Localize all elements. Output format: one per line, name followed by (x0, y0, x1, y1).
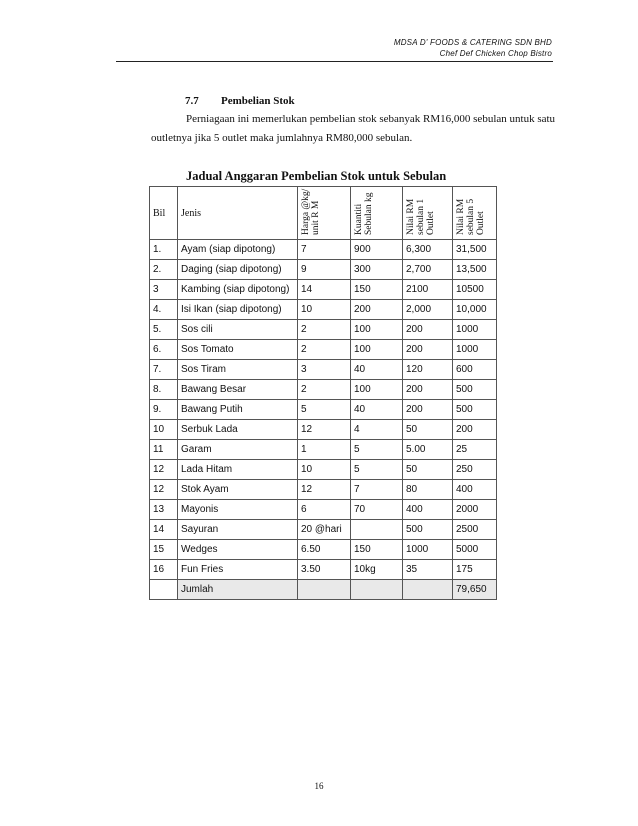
cell-bil: 6. (150, 340, 178, 360)
table-row (150, 240, 497, 260)
cell-jenis: Stok Ayam (178, 480, 298, 500)
cell-nilai5: 31,500 (453, 240, 497, 260)
cell-nilai1: 1000 (403, 540, 453, 560)
cell-nilai5: 500 (453, 380, 497, 400)
cell-jenis: Bawang Putih (178, 400, 298, 420)
table-row (150, 420, 497, 440)
header-company: MDSA D' FOODS & CATERING SDN BHD (393, 38, 552, 47)
cell-bil: 3 (150, 280, 178, 300)
total-kuantiti-cell (351, 580, 403, 600)
cell-jenis: Sos Tiram (178, 360, 298, 380)
cell-harga: 12 (298, 420, 351, 440)
cell-harga: 9 (298, 260, 351, 280)
cell-bil: 14 (150, 520, 178, 540)
cell-bil: 11 (150, 440, 178, 460)
header-nilai-1-outlet: Nilai RM sebulan 1 Outlet (406, 198, 436, 235)
cell-nilai1: 35 (403, 560, 453, 580)
cell-jenis: Serbuk Lada (178, 420, 298, 440)
cell-kuantiti: 150 (351, 280, 403, 300)
cell-jenis: Ayam (siap dipotong) (178, 240, 298, 260)
cell-kuantiti: 40 (351, 400, 403, 420)
table-row (150, 280, 497, 300)
cell-kuantiti: 300 (351, 260, 403, 280)
cell-jenis: Fun Fries (178, 560, 298, 580)
cell-nilai1: 200 (403, 400, 453, 420)
cell-nilai5: 250 (453, 460, 497, 480)
cell-bil: 5. (150, 320, 178, 340)
total-bil-cell (150, 580, 178, 600)
cell-bil: 9. (150, 400, 178, 420)
cell-nilai1: 500 (403, 520, 453, 540)
total-harga-cell (298, 580, 351, 600)
cell-jenis: Kambing (siap dipotong) (178, 280, 298, 300)
cell-harga: 3.50 (298, 560, 351, 580)
cell-nilai1: 80 (403, 480, 453, 500)
cell-jenis: Bawang Besar (178, 380, 298, 400)
cell-nilai5: 25 (453, 440, 497, 460)
header-kuantiti-cell (351, 187, 403, 240)
cell-bil: 12 (150, 480, 178, 500)
cell-harga: 14 (298, 280, 351, 300)
table-row (150, 320, 497, 340)
cell-harga: 12 (298, 480, 351, 500)
cell-nilai5: 2500 (453, 520, 497, 540)
table-title: Jadual Anggaran Pembelian Stok untuk Sebulan (186, 169, 447, 183)
cell-kuantiti: 100 (351, 320, 403, 340)
header-bil: Bil (150, 187, 178, 240)
cell-kuantiti: 4 (351, 420, 403, 440)
table-row (150, 520, 497, 540)
total-label: Jumlah (178, 580, 298, 600)
table-row (150, 500, 497, 520)
cell-bil: 2. (150, 260, 178, 280)
cell-nilai1: 200 (403, 320, 453, 340)
table-row (150, 400, 497, 420)
section-title: Pembelian Stok (221, 95, 295, 107)
cell-jenis: Sos cili (178, 320, 298, 340)
header-brand: Chef Def Chicken Chop Bistro (439, 49, 552, 58)
cell-nilai5: 600 (453, 360, 497, 380)
cell-jenis: Sos Tomato (178, 340, 298, 360)
cell-kuantiti: 150 (351, 540, 403, 560)
cell-harga: 2 (298, 320, 351, 340)
cell-bil: 7. (150, 360, 178, 380)
cell-kuantiti: 200 (351, 300, 403, 320)
cell-jenis: Wedges (178, 540, 298, 560)
table-row (150, 380, 497, 400)
cell-harga: 10 (298, 300, 351, 320)
cell-jenis: Isi Ikan (siap dipotong) (178, 300, 298, 320)
cell-harga: 2 (298, 340, 351, 360)
cell-nilai5: 500 (453, 400, 497, 420)
cell-kuantiti: 900 (351, 240, 403, 260)
cell-bil: 10 (150, 420, 178, 440)
cell-nilai5: 200 (453, 420, 497, 440)
table-row (150, 260, 497, 280)
cell-nilai1: 200 (403, 340, 453, 360)
table-row (150, 300, 497, 320)
stock-table (149, 186, 497, 600)
cell-harga: 20 @hari (298, 520, 351, 540)
cell-kuantiti: 7 (351, 480, 403, 500)
table-row (150, 480, 497, 500)
cell-nilai5: 13,500 (453, 260, 497, 280)
cell-harga: 2 (298, 380, 351, 400)
cell-nilai5: 400 (453, 480, 497, 500)
cell-jenis: Daging (siap dipotong) (178, 260, 298, 280)
header-harga: Harga @kg/ unit R M (301, 188, 321, 235)
cell-harga: 10 (298, 460, 351, 480)
header-nilai-5-outlet: Nilai RM sebulan 5 Outlet (456, 198, 486, 235)
cell-harga: 6 (298, 500, 351, 520)
cell-nilai1: 50 (403, 460, 453, 480)
cell-nilai1: 120 (403, 360, 453, 380)
cell-bil: 13 (150, 500, 178, 520)
cell-harga: 7 (298, 240, 351, 260)
cell-jenis: Mayonis (178, 500, 298, 520)
cell-nilai5: 10500 (453, 280, 497, 300)
table-row (150, 540, 497, 560)
cell-harga: 5 (298, 400, 351, 420)
table-row (150, 440, 497, 460)
cell-nilai1: 2,700 (403, 260, 453, 280)
cell-nilai1: 5.00 (403, 440, 453, 460)
cell-nilai5: 5000 (453, 540, 497, 560)
cell-bil: 8. (150, 380, 178, 400)
paragraph-line-1: Perniagaan ini memerlukan pembelian stok sebanyak RM16,000 sebulan untuk satu (186, 113, 556, 125)
paragraph-line-2: outletnya jika 5 outlet maka jumlahnya RM80,000 sebulan. (151, 132, 413, 144)
cell-jenis: Lada Hitam (178, 460, 298, 480)
table-row (150, 460, 497, 480)
total-nilai1-cell (403, 580, 453, 600)
table-row (150, 340, 497, 360)
cell-kuantiti: 5 (351, 460, 403, 480)
cell-nilai1: 50 (403, 420, 453, 440)
header-kuantiti: Kuantiti Sebulan kg (354, 192, 374, 235)
cell-bil: 12 (150, 460, 178, 480)
header-nilai1-cell (403, 187, 453, 240)
total-value: 79,650 (453, 580, 497, 600)
cell-bil: 1. (150, 240, 178, 260)
cell-harga: 3 (298, 360, 351, 380)
cell-kuantiti: 100 (351, 340, 403, 360)
header-rule (116, 61, 553, 62)
cell-bil: 4. (150, 300, 178, 320)
cell-nilai1: 2,000 (403, 300, 453, 320)
cell-nilai5: 1000 (453, 340, 497, 360)
cell-nilai1: 6,300 (403, 240, 453, 260)
header-harga-cell (298, 187, 351, 240)
table-header-row (150, 187, 497, 240)
cell-harga: 6.50 (298, 540, 351, 560)
cell-kuantiti (351, 520, 403, 540)
section-heading (185, 95, 295, 107)
table-row (150, 560, 497, 580)
cell-kuantiti: 70 (351, 500, 403, 520)
cell-jenis: Garam (178, 440, 298, 460)
cell-kuantiti: 10kg (351, 560, 403, 580)
cell-nilai5: 10,000 (453, 300, 497, 320)
table-row (150, 360, 497, 380)
cell-nilai5: 2000 (453, 500, 497, 520)
cell-bil: 16 (150, 560, 178, 580)
cell-nilai1: 200 (403, 380, 453, 400)
cell-nilai1: 2100 (403, 280, 453, 300)
cell-jenis: Sayuran (178, 520, 298, 540)
page-number: 16 (314, 781, 324, 791)
table-total-row (150, 580, 497, 600)
cell-nilai5: 175 (453, 560, 497, 580)
section-number: 7.7 (185, 95, 199, 107)
cell-kuantiti: 100 (351, 380, 403, 400)
header-nilai5-cell (453, 187, 497, 240)
header-jenis: Jenis (178, 187, 298, 240)
cell-nilai5: 1000 (453, 320, 497, 340)
cell-nilai1: 400 (403, 500, 453, 520)
cell-bil: 15 (150, 540, 178, 560)
cell-kuantiti: 5 (351, 440, 403, 460)
cell-harga: 1 (298, 440, 351, 460)
cell-kuantiti: 40 (351, 360, 403, 380)
